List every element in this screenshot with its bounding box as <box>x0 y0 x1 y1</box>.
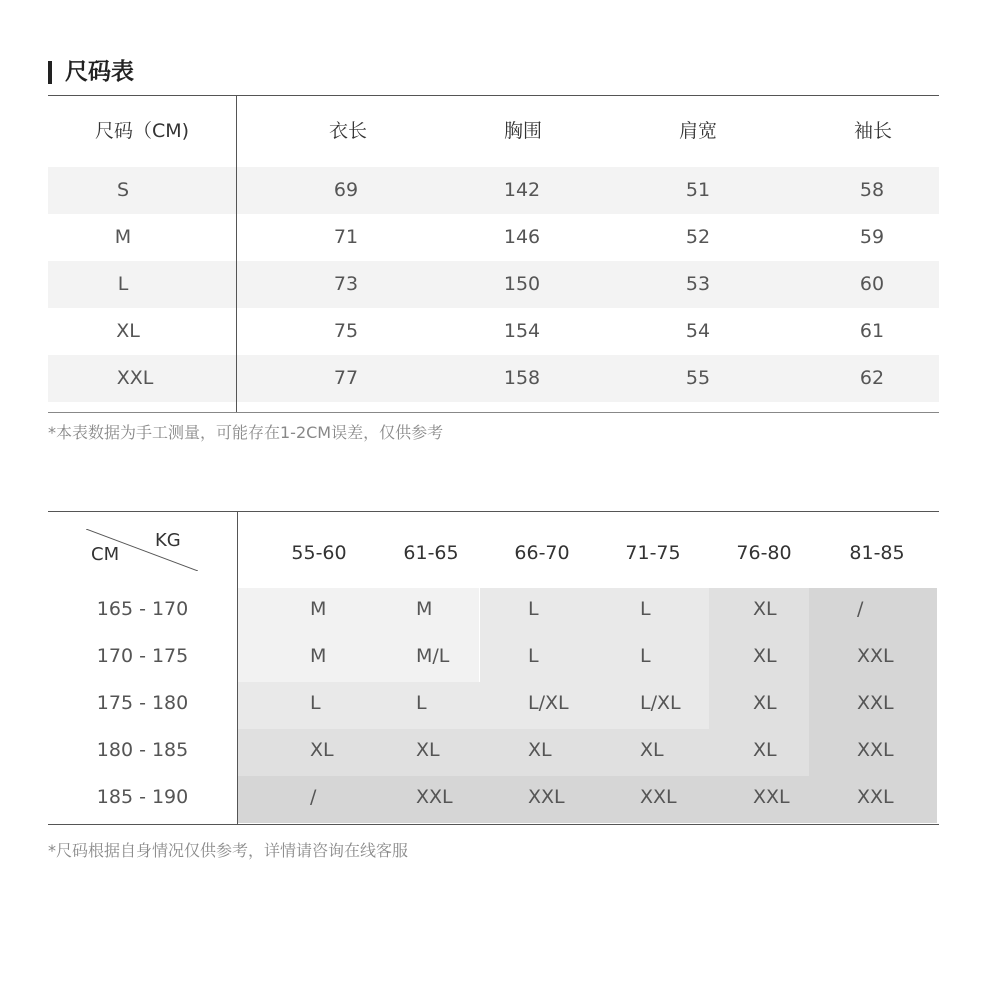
table-row <box>48 261 939 308</box>
table-divider <box>236 95 237 413</box>
weight-header: 76-80 <box>736 542 792 564</box>
weight-header: 61-65 <box>403 542 459 564</box>
zone-xxl <box>238 776 937 823</box>
size-cell: L <box>117 273 129 295</box>
sleeve-cell: 62 <box>859 367 885 389</box>
height-label: 170 - 175 <box>96 645 189 667</box>
size-cell: XL <box>753 692 777 714</box>
shoulder-cell: 55 <box>685 367 711 389</box>
size-cell: XXL <box>857 739 894 761</box>
size-cell: XXL <box>416 786 453 808</box>
measurement-note: *本表数据为手工测量，可能存在1-2CM误差，仅供参考 <box>48 423 444 442</box>
size-cell: XXL <box>528 786 565 808</box>
header-length: 衣长 <box>328 120 367 142</box>
table-row <box>48 167 939 214</box>
size-cell: XL <box>640 739 664 761</box>
shoulder-cell: 51 <box>685 179 711 201</box>
size-cell: XL <box>416 739 440 761</box>
table-bottom-border <box>48 824 939 825</box>
zone-l <box>480 588 709 682</box>
size-cell: XL <box>753 645 777 667</box>
sleeve-cell: 58 <box>859 179 885 201</box>
header-chest: 胸围 <box>503 120 542 142</box>
size-cell: XXL <box>640 786 677 808</box>
fit-note: *尺码根据自身情况仅供参考，详情请咨询在线客服 <box>48 841 409 860</box>
corner-col-label: KG <box>155 530 181 551</box>
size-cell: M <box>310 645 327 667</box>
header-size: 尺码（CM) <box>94 120 190 142</box>
shoulder-cell: 52 <box>685 226 711 248</box>
zone-l <box>238 682 709 729</box>
size-cell: XXL <box>857 786 894 808</box>
weight-header: 71-75 <box>625 542 681 564</box>
shoulder-cell: 54 <box>685 320 711 342</box>
size-cell: XL <box>753 598 777 620</box>
length-cell: 73 <box>333 273 359 295</box>
chest-cell: 154 <box>503 320 541 342</box>
header-shoulder: 肩宽 <box>678 120 717 142</box>
sleeve-cell: 59 <box>859 226 885 248</box>
size-cell: M/L <box>416 645 450 667</box>
size-cell: XL <box>528 739 552 761</box>
chest-cell: 150 <box>503 273 541 295</box>
sleeve-cell: 61 <box>859 320 885 342</box>
corner-row-label: CM <box>91 544 120 565</box>
size-cell: XXL <box>116 367 154 389</box>
page-title: 尺码表 <box>65 59 134 85</box>
size-cell: XXL <box>753 786 790 808</box>
title-accent-bar <box>48 61 52 84</box>
header-sleeve: 袖长 <box>853 120 892 142</box>
size-cell: S <box>116 179 130 201</box>
size-cell: L <box>310 692 321 714</box>
table-divider <box>237 511 238 825</box>
fit-recommendation-table <box>48 511 939 825</box>
size-cell: XL <box>753 739 777 761</box>
table-row <box>48 214 939 261</box>
height-label: 180 - 185 <box>96 739 189 761</box>
size-cell: L/XL <box>640 692 681 714</box>
size-cell: L <box>640 598 651 620</box>
size-cell: / <box>310 786 317 808</box>
table-row <box>48 355 939 402</box>
size-cell: M <box>416 598 433 620</box>
size-measurement-table <box>48 95 939 413</box>
size-cell: L <box>640 645 651 667</box>
chest-cell: 142 <box>503 179 541 201</box>
weight-header: 81-85 <box>849 542 905 564</box>
zone-xl <box>238 729 709 776</box>
weight-header: 55-60 <box>291 542 347 564</box>
size-cell: M <box>310 598 327 620</box>
table-top-border <box>48 511 939 512</box>
length-cell: 75 <box>333 320 359 342</box>
table-bottom-border <box>48 412 939 413</box>
sleeve-cell: 60 <box>859 273 885 295</box>
size-cell: XXL <box>857 692 894 714</box>
chest-cell: 158 <box>503 367 541 389</box>
length-cell: 69 <box>333 179 359 201</box>
length-cell: 77 <box>333 367 359 389</box>
table-row <box>48 308 939 355</box>
size-cell: L <box>528 598 539 620</box>
size-cell: XL <box>310 739 334 761</box>
height-label: 185 - 190 <box>96 786 189 808</box>
height-label: 175 - 180 <box>96 692 189 714</box>
size-cell: L <box>416 692 427 714</box>
chest-cell: 146 <box>503 226 541 248</box>
size-cell: L <box>528 645 539 667</box>
size-cell: XL <box>116 320 140 342</box>
length-cell: 71 <box>333 226 359 248</box>
size-cell: M <box>114 226 132 248</box>
height-label: 165 - 170 <box>96 598 189 620</box>
size-cell: XXL <box>857 645 894 667</box>
shoulder-cell: 53 <box>685 273 711 295</box>
size-cell: L/XL <box>528 692 569 714</box>
size-cell: / <box>857 598 864 620</box>
weight-header: 66-70 <box>514 542 570 564</box>
